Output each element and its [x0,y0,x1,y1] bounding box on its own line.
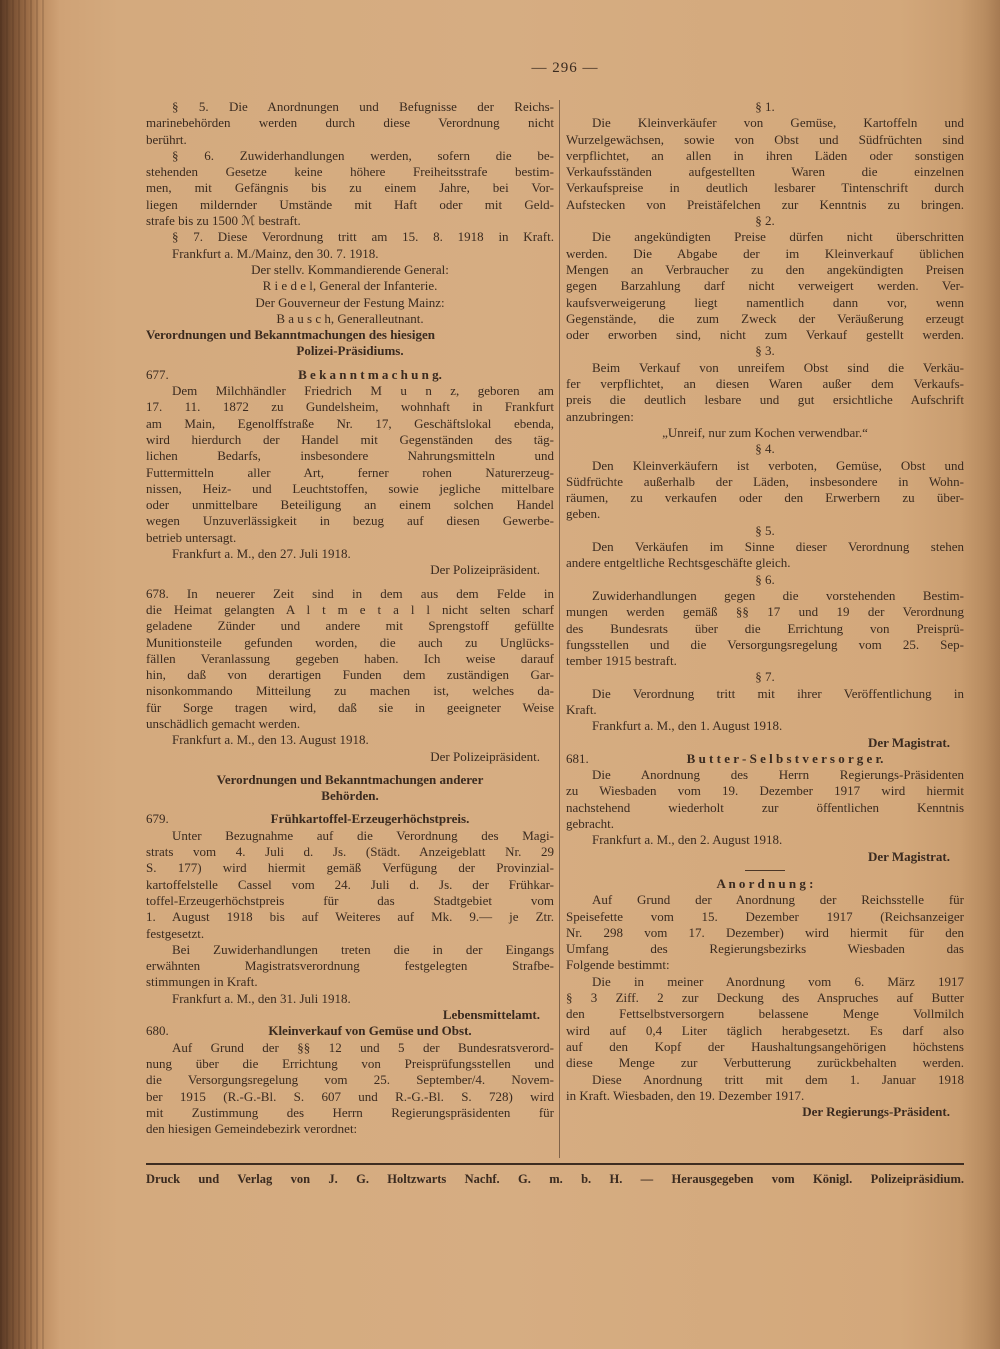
text-line: Bei Zuwiderhandlungen treten die in der Eingangs [172,941,554,957]
centered-line: A n o r d n u n g : [716,875,814,891]
text-line: mungen werden gemäß §§ 17 und 19 der Verordnung [566,604,964,620]
date-line: Frankfurt a. M., den 2. August 1918. [592,832,783,848]
centered-line: R i e d e l, General der Infanterie. [262,278,438,294]
page-number: — 296 — [531,60,599,76]
date-line: Frankfurt a. M., den 31. Juli 1918. [172,990,351,1006]
text-line: Kraft. [566,701,597,717]
text-line: den hiesigen Gemeindebezirk verordnet: [146,1121,358,1137]
text-line: andere entgeltliche Rechtsgeschäfte gleich. [566,555,791,571]
paragraph [566,1072,964,1105]
text-line: wird hierdurch der Handel mit Gegenständen des täg- [146,431,554,447]
text-line: Mengen an Verbraucher zu den angekündigten Preisen [566,261,964,277]
paragraph [146,828,554,942]
text-line: geladene Zünder und andere mit Sprengstoff gefüllte [146,618,554,634]
text-line: Munitionsteile gefunden worden, die auch zu Unglücks- [146,634,554,650]
text-line: strats vom 4. Juli d. Js. (Städt. Anzeigeblatt Nr. 29 [146,844,554,860]
paragraph [146,586,554,733]
notice-heading [146,367,554,383]
text-line: Zuwiderhandlungen gegen die vorstehenden Bestim- [592,587,964,603]
paragraph [146,148,554,229]
paragraph [566,458,964,523]
text-line: kartoffelstelle Cassel vom 24. Juli d. Js. der Frühkar- [146,876,554,892]
notice-title: Frühkartoffel-Erzeugerhöchstpreis. [270,811,470,827]
spacer [146,765,554,772]
centered-line: § 7. [755,669,775,685]
text-line: berührt. [146,131,187,147]
text-line: Aufstecken von Preistäfelchen zur Kenntnis zu bringen. [566,196,964,212]
text-line: fällen Veranlassung gegeben haben. Ich weise darauf [146,650,554,666]
spacer [146,360,554,367]
centered-line: Der Gouverneur der Festung Mainz: [255,294,445,310]
notice-title: B e k a n n t m a c h u n g. [298,366,442,382]
text-line: marinebehörden werden durch diese Verordnung nicht [146,115,554,131]
text-line: räumen, zu verkaufen oder den Erwerbern zu über- [566,490,964,506]
text-line: hin, daß von derartigen Funden dem zuständigen Gar- [146,667,554,683]
section-rule [745,870,785,871]
paragraph [566,974,964,1072]
text-line: Auf Grund der §§ 12 und 5 der Bundesratsverord- [172,1039,554,1055]
text-line: 1. August 1918 bis auf Weiteres auf Mk. 9.— je Ztr. [146,909,554,925]
text-line: gegen Barzahlung darf nicht verweigert werden. Ver- [566,278,964,294]
text-line: Beim Verkauf von unreifem Obst sind die Verkäu- [592,359,964,375]
text-line: Die Kleinverkäufer von Gemüse, Kartoffeln und [592,115,964,131]
left-column [146,99,554,1137]
paragraph [566,229,964,343]
text-line: § 6. Zuwiderhandlungen werden, sofern die be- [172,147,554,163]
column-divider [559,100,560,1158]
centered-line: Der stellv. Kommandierende General: [251,261,449,277]
text-line: Die Anordnung des Herrn Regierungs-Präsidenten [592,767,964,783]
text-line: am Main, Egenolffstraße Nr. 17, Geschäftslokal ebenda, [146,415,554,431]
paragraph [146,383,554,546]
signature: Der Regierungs-Präsident. [802,1104,950,1120]
notice-number: 680. [146,1023,169,1039]
text-line: wird auf 0,4 Liter täglich herabgesetzt. Es darf also [566,1022,964,1038]
text-line: unschädlich gemacht werden. [146,715,301,731]
text-line: ber 1915 (R.-G.-Bl. S. 607 und R.-G.-Bl. S. 728) wird [146,1088,554,1104]
text-line: geben. [566,506,601,522]
text-line: kaufsverweigerung liegt namentlich dann vor, wenn [566,294,964,310]
text-line: preis die deutlich lesbare und gut ersichtliche Aufschrift [566,392,964,408]
text-line: auf den Kopf der Haushaltungsangehörigen höchstens [566,1038,964,1054]
text-line: nisonkommando Mitteilung zu machen ist, welches da- [146,683,554,699]
centered-line: „Unreif, nur zum Kochen verwendbar.“ [662,424,868,440]
date-line: Frankfurt a. M., den 13. August 1918. [172,732,369,748]
text-line: fer verpflichtet, an diesen Waren außer dem Verkaufs- [566,376,964,392]
centered-line: § 6. [755,571,775,587]
signature: Der Magistrat. [867,734,950,750]
text-line: Speisefette vom 15. Dezember 1917 (Reichsanzeiger [566,908,964,924]
text-line: Gegenstände, die zum Zweck der Veräußerung erzeugt [566,310,964,326]
text-line: Folgende bestimmt: [566,957,670,973]
text-line: nung über die Errichtung von Preisprüfungsstellen und [146,1055,554,1071]
text-line: Verkaufspreise in deutlich lesbarer Tintenschrift durch [566,180,964,196]
text-line: tember 1915 bestraft. [566,653,677,669]
text-line: Wurzelgewächsen, sowie von Obst und Südfrüchten sind [566,131,964,147]
text-line: stehenden Gesetze keine höhere Freiheitsstrafe bestim- [146,164,554,180]
text-line: betrieb untersagt. [146,529,237,545]
text-line: Auf Grund der Anordnung der Reichsstelle für [592,892,964,908]
footer-rule [146,1163,964,1165]
signature: Der Magistrat. [867,848,950,864]
text-line: toffel-Erzeugerhöchstpreis für das Stadtgebiet vom [146,892,554,908]
paragraph [146,327,554,343]
text-line: Den Kleinverkäufern ist verboten, Gemüse, Obst und [592,457,964,473]
paragraph [146,99,554,148]
text-line: § 3 Ziff. 2 zur Deckung des Anspruches auf Butter [566,990,964,1006]
text-line: festgesetzt. [146,925,205,941]
text-line: für Sorge tragen wird, daß sie in geeigneter Weise [146,699,554,715]
paragraph [146,942,554,991]
text-line: in Kraft. Wiesbaden, den 19. Dezember 1917. [566,1087,805,1103]
text-line: oder erworben sind, nicht zum Verkauf gestellt werden. [566,327,964,343]
text-line: die Heimat gelangten A l t m e t a l l nicht selten scharf [146,601,554,617]
text-line: § 5. Die Anordnungen und Befugnisse der Reichs- [172,99,554,114]
text-line: erwähnten Magistratsverordnung festgelegten Strafbe- [146,958,554,974]
notice-heading [146,811,554,827]
spacer [146,579,554,586]
text-line: Die Verordnung tritt mit ihrer Veröffentlichung in [592,685,964,701]
text-line: Diese Anordnung tritt mit dem 1. Januar 1918 [592,1071,964,1087]
paragraph [566,360,964,425]
text-line: den Fettselbstversorgern belassene Menge Vollmilch [566,1006,964,1022]
text-line: oder unmittelbare Beteiligung an einem solchen Handel [146,497,554,513]
centered-line: Behörden. [321,788,379,804]
text-line: wegen Unzuverlässigkeit in bezug auf diesen Gewerbe- [146,513,554,529]
text-line: fungsstellen und die Versorgungsregelung vom 25. Sep- [566,636,964,652]
text-line: Unter Bezugnahme auf die Verordnung des Magi- [172,827,554,843]
centered-line: § 5. [755,522,775,538]
text-line: 678. In neuerer Zeit sind in dem aus dem Felde in [146,585,554,601]
text-line: Dem Milchhändler Friedrich M u n z, geboren am [172,383,554,399]
signature: Der Polizeipräsident. [430,748,540,764]
text-line: die Versorgungsregelung vom 25. September/4. Novem- [146,1072,554,1088]
centered-line: § 4. [755,441,775,457]
text-line: stimmungen in Kraft. [146,974,258,990]
text-line: zu Wiesbaden vom 19. Dezember 1917 wird hiermit [566,783,964,799]
paragraph [146,1040,554,1138]
text-line: nachstehend wiederholt zur öffentlichen Kenntnis [566,799,964,815]
text-line: nissen, Heiz- und Leuchtstoffen, sowie jegliche mittelbare [146,480,554,496]
centered-line: B a u s c h, Generalleutnant. [276,310,424,326]
text-line: S. 177) wird hiermit gemäß Verfügung der Provinzial- [146,860,554,876]
text-line: diese Menge zur Verbutterung zurückbehalten werden. [566,1055,964,1071]
text-line: liegen mildernder Umstände mit Haft oder mit Geld- [146,196,554,212]
centered-line: § 3. [755,343,775,359]
paragraph [566,892,964,973]
paragraph [566,767,964,832]
spacer [146,804,554,811]
text-line: Verkaufsständen aufgestellten Waren die einzelnen [566,164,964,180]
text-line: Die angekündigten Preise dürfen nicht überschritten [592,229,964,245]
text-line: 17. 11. 1872 zu Gundelsheim, wohnhaft in Frankfurt [146,399,554,415]
book-binding-edge [0,0,46,1349]
text-line: Die in meiner Anordnung vom 6. März 1917 [592,973,964,989]
centered-line: Polizei-Präsidiums. [296,343,404,359]
text-line: werden. Die Abgabe der im Kleinverkauf üblichen [566,245,964,261]
text-line: men, mit Gefängnis bis zu einem Jahre, bei Vor- [146,180,554,196]
notice-heading [146,1023,554,1039]
signature: Der Polizeipräsident. [430,562,540,578]
date-line: Frankfurt a. M., den 27. Juli 1918. [172,546,351,562]
text-line: lichen Bedarfs, insbesondere Nahrungsmitteln und [146,448,554,464]
text-line: Futtermitteln aller Art, ferner rohen Naturerzeug- [146,464,554,480]
text-line: § 7. Diese Verordnung tritt am 15. 8. 1918 in Kraft. [172,229,554,245]
text-line: strafe bis zu 1500 ℳ bestraft. [146,213,301,229]
notice-heading [566,751,964,767]
right-column [566,99,964,1120]
text-line: Den Verkäufen im Sinne dieser Verordnung stehen [592,539,964,555]
notice-number: 679. [146,811,169,827]
paragraph [566,588,964,669]
paragraph [146,229,554,245]
centered-line: § 1. [755,99,775,114]
text-line: mit Zustimmung des Herrn Regierungspräsidenten für [146,1104,554,1120]
signature: Lebensmittelamt. [442,1007,540,1023]
notice-number: 677. [146,366,169,382]
text-line: anzubringen: [566,408,634,424]
date-line: Frankfurt a. M., den 1. August 1918. [592,718,783,734]
notice-title: B u t t e r - S e l b s t v e r s o r g e r. [686,750,884,766]
date-line: Frankfurt a. M./Mainz, den 30. 7. 1918. [172,245,379,261]
text-line: Verordnungen und Bekanntmachungen des hiesigen [146,327,435,343]
notice-number: 681. [566,750,589,766]
paragraph [566,686,964,719]
paragraph [566,539,964,572]
paragraph [566,115,964,213]
imprint-footer: Druck und Verlag von J. G. Holtzwarts Nachf. G. m. b. H. — Herausgegeben vom Königl. Polizeipräsidium. [146,1172,964,1186]
centered-line: § 2. [755,213,775,229]
text-line: verpflichtet, an allen in ihren Läden oder sonstigen [566,147,964,163]
text-line: des Bundesrats über die Errichtung von Preisprü- [566,620,964,636]
text-line: Südfrüchte außerhalb der Läden, insbesondere in Wohn- [566,473,964,489]
text-line: gebracht. [566,816,615,832]
centered-line: Verordnungen und Bekanntmachungen anderer [216,771,484,787]
notice-title: Kleinverkauf von Gemüse und Obst. [268,1023,472,1039]
text-line: Umfang des Regierungsbezirks Wiesbaden das [566,941,964,957]
text-line: Nr. 298 vom 17. Dezember) wird hiermit für den [566,924,964,940]
